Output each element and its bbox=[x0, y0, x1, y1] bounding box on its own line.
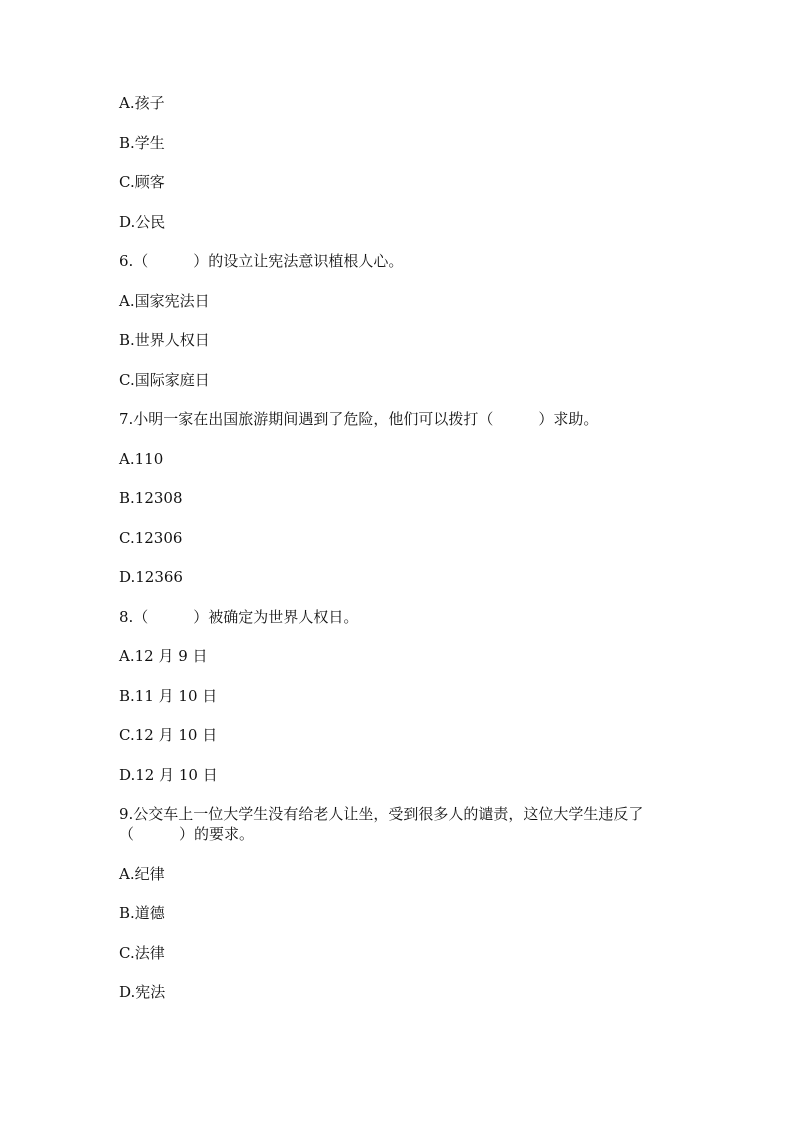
question-6: 6.（ ）的设立让宪法意识植根人心。 bbox=[119, 252, 404, 270]
question-9: 9.公交车上一位大学生没有给老人让坐，受到很多人的谴责，这位大学生违反了（ ）的要求。 bbox=[119, 805, 644, 843]
option-b: B.12308 bbox=[119, 489, 183, 507]
option-a: A.国家宪法日 bbox=[119, 291, 210, 310]
option-a: A.孩子 bbox=[119, 94, 165, 112]
option-d: D.12366 bbox=[119, 568, 183, 586]
option-b: B.世界人权日 bbox=[119, 331, 210, 349]
option-d: D.宪法 bbox=[119, 983, 166, 1001]
option-b: B.道德 bbox=[119, 904, 165, 922]
question-7: 7.小明一家在出国旅游期间遇到了危险，他们可以拨打（ ）求助。 bbox=[119, 410, 599, 428]
option-c: C.顾客 bbox=[119, 173, 165, 191]
option-a: A.纪律 bbox=[119, 864, 165, 883]
option-c: C.法律 bbox=[119, 943, 165, 962]
option-c: C.12 月 10 日 bbox=[119, 726, 218, 744]
option-d: D.12 月 10 日 bbox=[119, 765, 218, 784]
question-8: 8.（ ）被确定为世界人权日。 bbox=[119, 607, 359, 626]
option-c: C.国际家庭日 bbox=[119, 370, 210, 389]
option-d: D.公民 bbox=[119, 212, 166, 231]
question-page bbox=[119, 93, 679, 1002]
option-a: A.110 bbox=[119, 449, 164, 468]
option-a: A.12 月 9 日 bbox=[119, 647, 208, 665]
option-c: C.12306 bbox=[119, 528, 183, 547]
option-b: B.学生 bbox=[119, 133, 165, 152]
option-b: B.11 月 10 日 bbox=[119, 686, 218, 705]
